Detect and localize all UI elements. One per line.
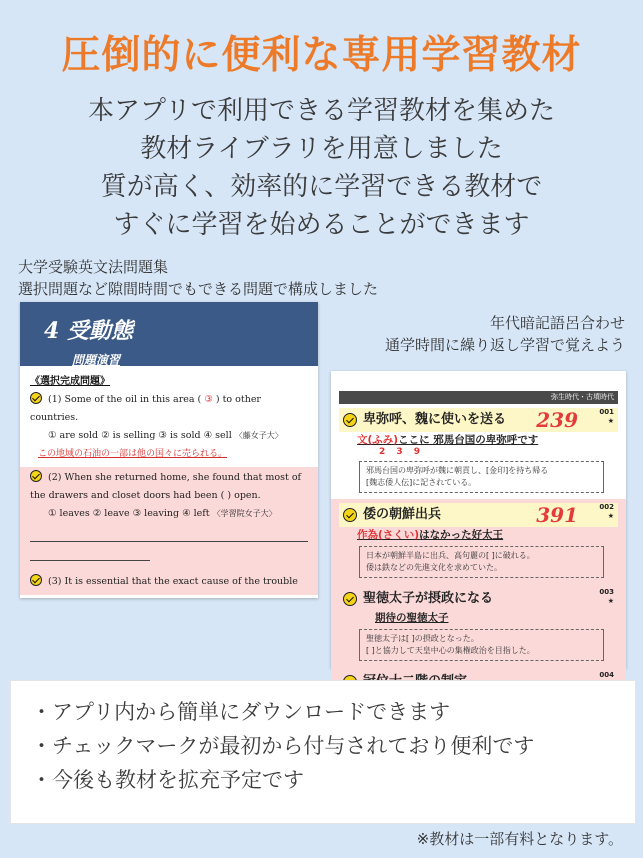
question-2: [20, 467, 318, 571]
q2-school: 〈学習院女子大〉: [212, 509, 277, 518]
detail-line: [魏志倭人伝]に記されている。: [366, 478, 477, 487]
mnemonic-red: 作為(さくい): [357, 529, 420, 541]
item-number: [599, 588, 614, 606]
feature-item: ・アプリ内から簡単にダウンロードできます: [31, 700, 451, 724]
item-number-text: 001: [599, 408, 614, 416]
mnemonic-red: 文(ふみ): [357, 434, 399, 446]
detail-line: 日本が朝鮮半島に出兵、高句麗の[ ]に破れる。: [366, 551, 535, 560]
history-mnemonic-preview: [331, 371, 626, 679]
item-mnemonic: [339, 432, 618, 447]
history-item: [331, 404, 626, 499]
item-title: 聖徳太子が摂政になる: [363, 591, 494, 606]
english-caption-title: 大学受験英文法問題集: [18, 258, 169, 276]
question-3: [20, 571, 318, 595]
intro-text: [0, 92, 643, 244]
intro-line: 質が高く、効率的に学習できる教材で: [100, 172, 543, 202]
history-item: [331, 499, 626, 584]
star-icon: ★: [607, 417, 614, 425]
answer-line: [30, 550, 150, 561]
feature-list: [10, 680, 636, 824]
item-title-bar: [339, 503, 618, 527]
item-title-bar: [339, 588, 618, 610]
chapter-title: 4 受動態: [44, 318, 133, 344]
detail-line: 聖徳太子は[ ]の摂政となった。: [366, 634, 479, 643]
english-grammar-preview: [20, 302, 318, 598]
footnote: ※教材は一部有料となります。: [416, 830, 623, 848]
era-label: 弥生時代・古墳時代: [339, 391, 618, 404]
item-mnemonic: [339, 527, 618, 542]
chapter-subtitle: 問題演習: [72, 353, 121, 367]
item-number: [599, 408, 614, 426]
check-icon[interactable]: [343, 413, 357, 427]
item-year: 391: [536, 503, 578, 527]
english-caption: [18, 256, 378, 300]
mnemonic-rest: ここに 邪馬台国の卑弥呼です: [398, 434, 539, 446]
q2-options: [30, 505, 308, 523]
item-title: 卑弥呼、魏に使いを送る: [363, 412, 507, 427]
question-1: [20, 389, 318, 467]
item-digits: 2 3 9: [379, 447, 425, 457]
item-detail: [359, 546, 604, 578]
check-icon[interactable]: [343, 508, 357, 522]
english-caption-subtitle: 選択問題など隙間時間でもできる問題で構成しました: [18, 280, 379, 298]
intro-line: 教材ライブラリを用意しました: [140, 134, 503, 164]
q1-options-text: ① are sold ② is selling ③ is sold ④ sell: [48, 430, 232, 441]
detail-line: 邪馬台国の卑弥呼が魏に朝貢し、[金印]を持ち帰る: [366, 466, 549, 475]
page-headline: 圧倒的に便利な専用学習教材: [61, 33, 582, 78]
item-mnemonic: 期待の聖徳太子: [375, 612, 449, 624]
q2-options-text: ① leaves ② leave ③ leaving ④ left: [48, 508, 210, 519]
item-number-text: 002: [599, 503, 614, 511]
q1-translation: この地域の石油の一部は他の国々に売られる。: [38, 449, 228, 459]
star-icon: ★: [607, 597, 614, 605]
q1-text-after: ) to other countries.: [30, 394, 261, 423]
intro-line: すぐに学習を始めることができます: [113, 210, 530, 240]
detail-line: [ ]と協力して天皇中心の集権政治を目指した。: [366, 646, 535, 655]
item-detail: [359, 629, 604, 661]
check-icon[interactable]: [343, 592, 357, 606]
q1-text-before: (1) Some of the oil in this area (: [48, 394, 202, 405]
history-item: [331, 584, 626, 667]
intro-line: 本アプリで利用できる学習教材を集めた: [88, 96, 555, 126]
q1-school: 〈藤女子大〉: [234, 431, 283, 440]
answer-line: [30, 531, 308, 542]
feature-item: ・今後も教材を拡充予定です: [31, 768, 304, 792]
item-number-text: 004: [599, 671, 614, 679]
item-detail: [359, 461, 604, 493]
item-year: 239: [536, 408, 578, 432]
q1-answer: ③: [204, 394, 213, 405]
q1-options: [30, 427, 308, 445]
q3-text: (3) It is essential that the exact cause of the trouble: [48, 576, 298, 587]
check-icon[interactable]: [30, 392, 42, 404]
item-number: [599, 671, 614, 680]
item-title-bar: [339, 408, 618, 432]
history-caption-title: 年代暗記語呂合わせ: [489, 314, 625, 332]
history-caption-subtitle: 通学時間に繰り返し学習で覚えよう: [384, 336, 625, 354]
star-icon: ★: [607, 512, 614, 520]
chapter-header: [20, 302, 318, 366]
item-number: [599, 503, 614, 521]
mnemonic-rest: はなかった好太王: [419, 529, 504, 541]
check-icon[interactable]: [30, 574, 42, 586]
detail-line: 倭は鉄などの先進文化を求めていた。: [366, 563, 502, 572]
item-title: 倭の朝鮮出兵: [363, 507, 442, 522]
history-caption: [385, 312, 625, 356]
q2-text: (2) When she returned home, she found that most of the drawers and closet doors had been ( ) open.: [30, 472, 302, 501]
item-number-text: 003: [599, 588, 614, 596]
check-icon[interactable]: [30, 470, 42, 482]
feature-item: ・チェックマークが最初から付与されており便利です: [31, 734, 535, 758]
section-label: 《選択完成問題》: [30, 376, 110, 387]
